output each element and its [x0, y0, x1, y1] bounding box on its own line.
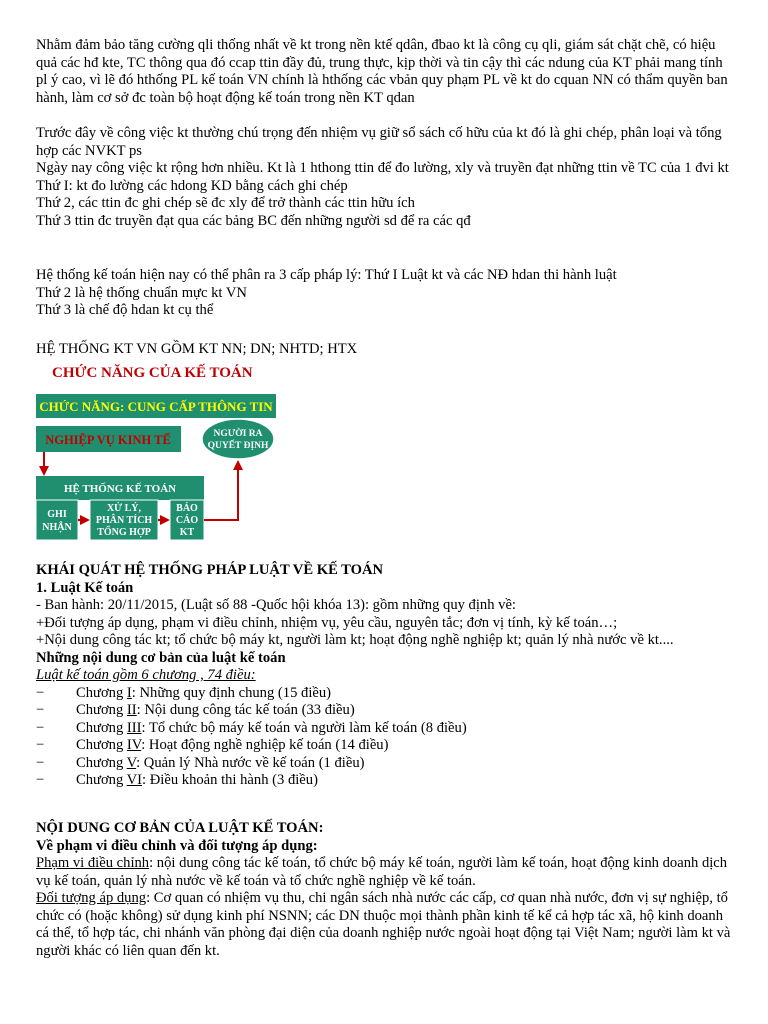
scope-label: Phạm vi điều chỉnh	[36, 855, 150, 871]
intro-text-8: Thứ 2 là hệ thống chuẩn mực kt VN	[36, 284, 247, 301]
report-text-1: BÁO	[176, 503, 198, 514]
intro-text-9: Thứ 3 là chế độ hdan kt cụ thể	[36, 302, 214, 318]
chapter-text	[76, 685, 331, 703]
report-text-3: KT	[179, 527, 195, 538]
chapter-text	[76, 755, 365, 773]
chapter-rest: : Nội dung công tác kế toán (33 điều)	[136, 702, 355, 718]
section2-subheading: Về phạm vi điều chỉnh và đối tượng áp dụng:	[36, 837, 318, 854]
chapter-number: I	[126, 684, 132, 701]
section2-heading: NỘI DUNG CƠ BẢN CỦA LUẬT KẾ TOÁN:	[36, 820, 324, 836]
diagram-title: CHỨC NĂNG CỦA KẾ TOÁN	[52, 365, 253, 381]
intro-paragraph-4	[36, 341, 736, 359]
list-dash: −	[36, 684, 45, 701]
accounting-system-text: HỆ THỐNG KẾ TOÁN	[63, 483, 177, 495]
record-text-2: NHẬN	[42, 522, 72, 533]
section1-heading: KHÁI QUÁT HỆ THỐNG PHÁP LUẬT VỀ KẾ TOÁN	[36, 562, 384, 578]
chapter-rest: : Điều khoản thi hành (3 điều)	[142, 772, 318, 788]
chapter-prefix: Chương	[76, 702, 127, 718]
scope-paragraph	[36, 855, 736, 890]
section1-line-2: +Đối tượng áp dụng, phạm vi điều chỉnh, nhiệm vụ, yêu cầu, nguyên tắc; đơn vị tính, kỳ kế toán…;	[36, 614, 618, 631]
intro-paragraph-3	[36, 267, 736, 320]
intro-paragraph-1	[36, 37, 736, 107]
report-text-2: CÁO	[175, 515, 199, 526]
section1-line-1: - Ban hành: 20/11/2015, (Luật số 88 -Quốc hội khóa 13): gồm những quy định về:	[36, 597, 516, 613]
intro-text-7: Hệ thống kế toán hiện nay có thể phân ra 3 cấp pháp lý: Thứ I Luật kt và các NĐ hdan thi hành luật	[36, 267, 617, 283]
section1-note: Luật kế toán gồm 6 chương , 74 điều:	[36, 667, 256, 683]
chapter-number: IV	[126, 737, 142, 753]
chapter-prefix: Chương	[76, 772, 127, 788]
list-dash: −	[36, 702, 45, 718]
decision-maker-text-1: NGƯỜI RA	[213, 429, 263, 439]
process-text-2: PHÂN TÍCH	[95, 515, 153, 526]
diagram-svg	[36, 392, 276, 544]
chapter-prefix: Chương	[76, 737, 127, 753]
chapter-number: VI	[126, 772, 143, 788]
section-law-overview	[36, 562, 736, 790]
decision-maker-text-2: QUYẾT ĐỊNH	[207, 441, 269, 451]
chapter-prefix: Chương	[76, 754, 127, 771]
subjects-paragraph	[36, 890, 736, 960]
process-text-1: XỬ LÝ,	[106, 503, 142, 514]
chapter-number: II	[126, 702, 137, 718]
chapter-rest: : Quản lý Nhà nước về kế toán (1 điều)	[136, 754, 365, 771]
section1-heading-2: Những nội dung cơ bản của luật kế toán	[36, 649, 286, 666]
list-dash: −	[36, 772, 45, 788]
chapter-text	[76, 720, 467, 738]
chapter-number: III	[126, 719, 142, 736]
arrow-report-decision	[204, 462, 238, 520]
subjects-label: Đối tượng áp dụng	[36, 890, 147, 906]
intro-text-6: Thứ 3 ttin đc truyền đạt qua các bảng BC đến những người sd để ra các qđ	[36, 212, 471, 229]
economic-operations-text: NGHIỆP VỤ KINH TẾ	[45, 433, 171, 447]
record-text-1: GHI	[47, 509, 67, 520]
chapter-text	[76, 772, 318, 790]
intro-text-10: HỆ THỐNG KT VN GỒM KT NN; DN; NHTD; HTX	[36, 341, 358, 357]
intro-text-5: Thứ 2, các ttin đc ghi chép sẽ đc xly để trở thành các ttin hữu ích	[36, 195, 415, 211]
intro-paragraph-2	[36, 125, 736, 230]
process-text-3: TỔNG HỢP	[97, 527, 151, 538]
chapter-list-item	[36, 755, 736, 773]
section-law-content	[36, 820, 736, 960]
record-box	[36, 500, 78, 540]
chapter-list-item	[36, 720, 736, 738]
chapter-prefix: Chương	[76, 684, 127, 701]
list-dash: −	[36, 754, 45, 771]
accounting-function-diagram	[36, 392, 276, 544]
decision-maker-ellipse	[202, 419, 274, 459]
chapter-rest: : Tổ chức bộ máy kế toán và người làm kế toán (8 điều)	[141, 719, 467, 736]
chapter-list-item	[36, 772, 736, 790]
section1-subheading: 1. Luật Kế toán	[36, 579, 134, 596]
chapter-prefix: Chương	[76, 719, 127, 736]
intro-text-1: Nhằm đảm bảo tăng cường qli thống nhất về kt trong nền ktế qdân, đbao kt là công cụ qli, giám sát chặt chẽ, có hiệu quả các hđ kte, TC thông qua đó ccap ttin đầy đủ, trung thực, kịp thời và tin cậy thì các ndung của KT phải mang tính pl ý cao, vì lẽ đó hthống PL kế toán VN chính là hthống các vbản quy phạm PL về kt do cquan NN có thẩm quyền ban hành, làm cơ sở đc toàn bộ hoạt động kế toán trong nền KT qdan	[36, 37, 728, 106]
intro-text-2: Trước đây về công việc kt thường chú trọng đến nhiệm vụ giữ sổ sách cố hữu của kt đó là ghi chép, phân loại và tổng hợp các NVKT ps	[36, 125, 722, 159]
banner-text: CHỨC NĂNG: CUNG CẤP THÔNG TIN	[39, 399, 273, 414]
scope-text: : nội dung công tác kế toán, tổ chức bộ máy kế toán, người làm kế toán, hoạt động kinh doanh dịch vụ kế toán, quản lý nhà nước về kế toán và tổ chức nghề nghiệp về kế toán.	[36, 855, 728, 889]
chapter-list-item	[36, 702, 736, 720]
list-dash: −	[36, 737, 45, 753]
intro-text-4: Thứ I: kt đo lường các hdong KD bằng cách ghi chép	[36, 177, 348, 194]
chapter-number: V	[126, 754, 137, 771]
section1-line-3: +Nội dung công tác kt; tổ chức bộ máy kt, người làm kt; hoạt động nghề nghiệp kt; quản lý nhà nước về kt....	[36, 632, 674, 648]
subjects-text: : Cơ quan có nhiệm vụ thu, chi ngân sách nhà nước các cấp, cơ quan nhà nước, đơn vị sự nghiệp, tổ chức có (hoặc không) sử dụng kinh phí NSNN; các DN thuộc mọi thành phần kinh tế kể cả hợp tác xã, hộ kinh doanh cá thể, tổ hợp tác, chi nhánh văn phòng đại diện của doanh nghiệp nước ngoài hoạt động tại Việt Nam; người làm kt và người khác có liên quan đến kt.	[36, 890, 731, 959]
chapter-list-item	[36, 737, 736, 755]
chapter-text	[76, 702, 355, 720]
chapter-list-item	[36, 685, 736, 703]
list-dash: −	[36, 719, 45, 736]
chapter-rest: : Những quy định chung (15 điều)	[131, 684, 332, 701]
intro-text-3: Ngày nay công việc kt rộng hơn nhiều. Kt là 1 hthong ttin để đo lường, xly và truyền đạt những ttin về TC của 1 đvi kt	[36, 160, 729, 176]
chapter-text	[76, 737, 388, 755]
chapter-rest: : Hoạt động nghề nghiệp kế toán (14 điều)	[141, 737, 389, 753]
chapter-list	[36, 685, 736, 790]
